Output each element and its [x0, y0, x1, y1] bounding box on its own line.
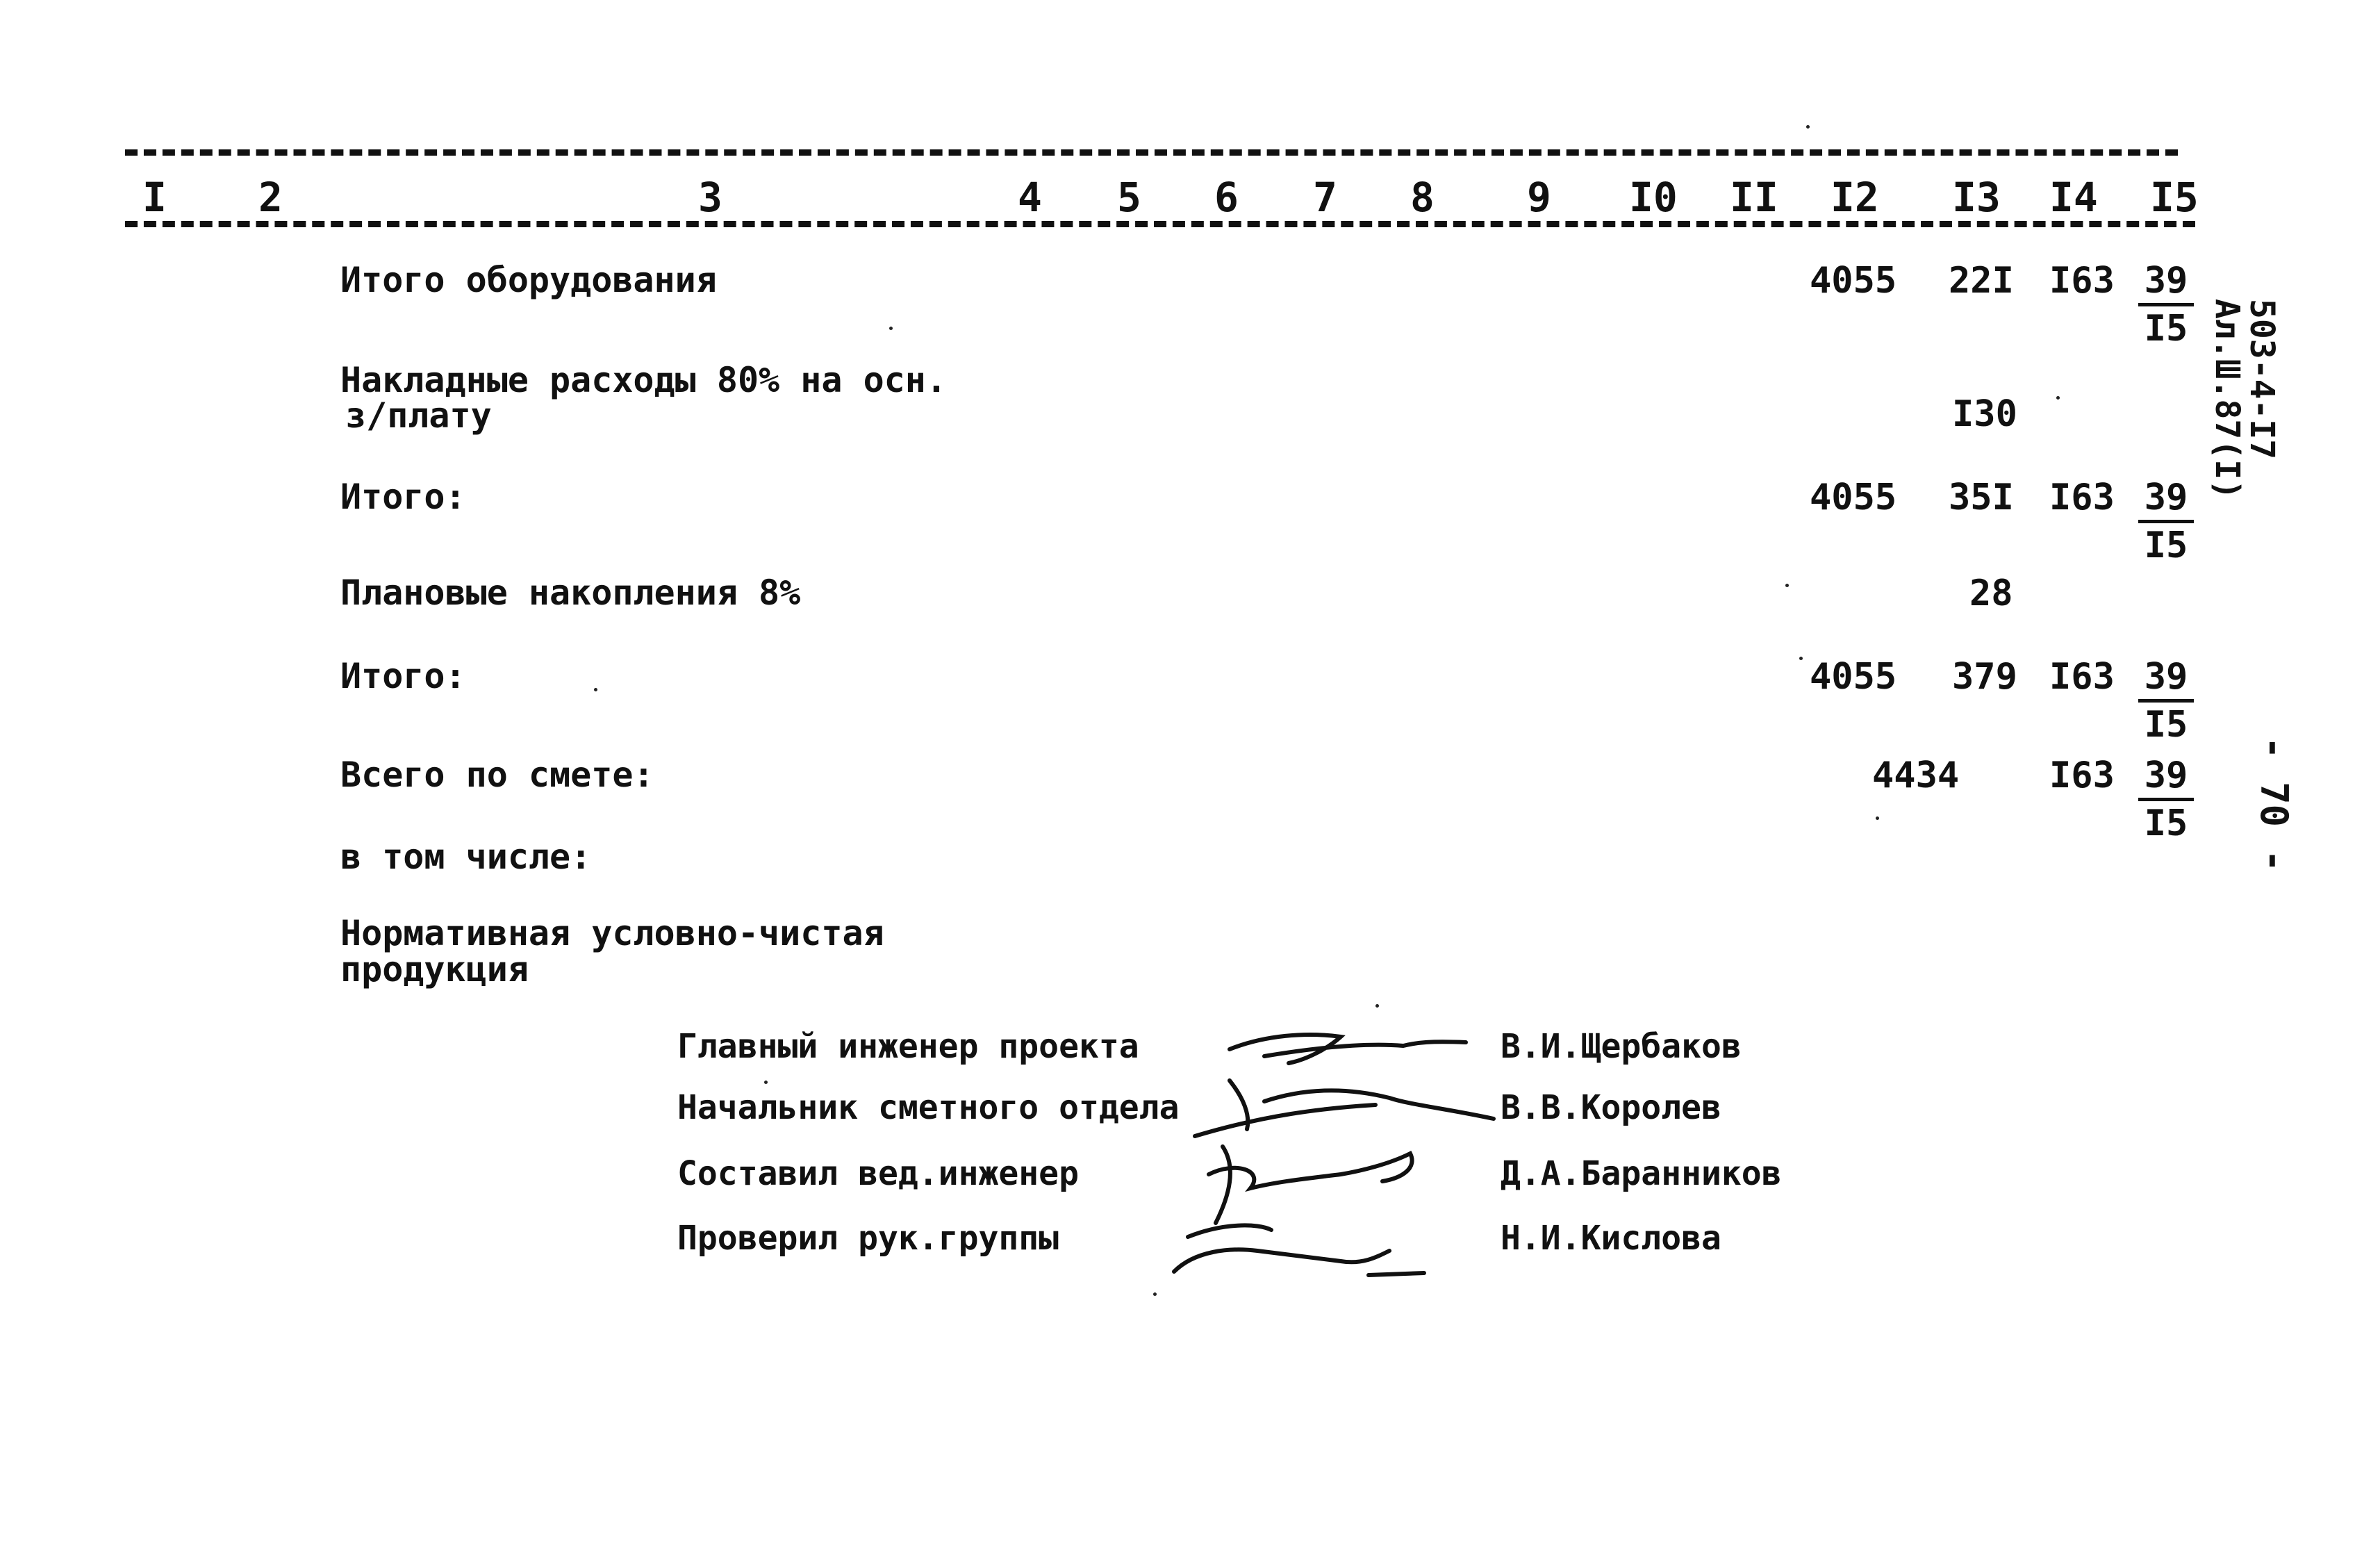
cell-col12: 4055: [1810, 477, 1897, 518]
scan-speck: [764, 1081, 768, 1084]
cell-col13: 35I: [1949, 477, 2014, 518]
scan-speck: [1806, 125, 1810, 129]
row-label-line2: з/плату: [345, 395, 492, 436]
cell-col12: 4055: [1810, 260, 1897, 302]
cell-col13: 28: [1969, 573, 2013, 614]
col-13: I3: [1952, 174, 2001, 221]
row-label: Плановые накопления 8%: [340, 573, 801, 613]
cell-col14: I63: [2049, 656, 2115, 698]
signature-position: Главный инженер проекта: [677, 1027, 1139, 1066]
col-1: I: [142, 174, 167, 221]
header-dashed-rule: [125, 221, 2195, 227]
fraction-bottom: I5: [2144, 525, 2188, 566]
row-label-line1: Накладные расходы 80% на осн.: [340, 360, 947, 400]
scan-speck: [2056, 396, 2060, 400]
scan-speck: [1375, 1004, 1379, 1008]
row-label: Всего по смете:: [340, 755, 654, 795]
cell-col15-fraction: [2138, 260, 2194, 350]
signature-position: Составил вед.инженер: [677, 1154, 1079, 1193]
cell-col15-fraction: [2138, 479, 2194, 564]
row-label-line1: Нормативная условно-чистая: [340, 913, 884, 953]
fraction-top: 39: [2138, 263, 2194, 306]
col-12: I2: [1831, 174, 1879, 221]
cell-col13: 379: [1952, 656, 2017, 698]
fraction-bottom: I5: [2144, 704, 2188, 746]
side-code-line2: Ал.Ш.87(I): [2208, 299, 2247, 500]
cell-col14: I63: [2049, 477, 2115, 518]
scan-speck: [1785, 584, 1789, 587]
scan-speck: [1153, 1292, 1157, 1296]
row-label: в том числе:: [340, 837, 592, 877]
row-label: Итого:: [340, 656, 466, 696]
col-2: 2: [258, 174, 283, 221]
scan-speck: [889, 327, 893, 330]
fraction-top: 39: [2138, 479, 2194, 523]
signature-name: В.И.Щербаков: [1501, 1027, 1742, 1066]
cell-col15-fraction: [2138, 656, 2194, 746]
col-15: I5: [2150, 174, 2199, 221]
col-4: 4: [1018, 174, 1042, 221]
signature-position: Начальник сметного отдела: [677, 1088, 1180, 1127]
signature-position: Проверил рук.группы: [677, 1219, 1059, 1258]
signature-name: Д.А.Баранников: [1501, 1154, 1782, 1193]
top-dashed-rule: [125, 149, 2178, 156]
side-code-line1: 503-4-I7: [2242, 299, 2281, 460]
fraction-bottom: I5: [2144, 803, 2188, 844]
handwritten-signature-4: [1167, 1209, 1431, 1286]
signature-name: Н.И.Кислова: [1501, 1219, 1721, 1258]
col-6: 6: [1214, 174, 1239, 221]
row-label: Итого:: [340, 477, 466, 517]
col-10: I0: [1629, 174, 1678, 221]
handwritten-signature-2: [1181, 1067, 1501, 1143]
fraction-bottom: I5: [2144, 308, 2188, 350]
col-7: 7: [1313, 174, 1337, 221]
col-3: 3: [698, 174, 722, 221]
col-5: 5: [1117, 174, 1141, 221]
cell-col15-fraction: [2138, 755, 2194, 844]
cell-col14: I63: [2049, 260, 2115, 302]
cell-col14: I63: [2049, 755, 2115, 796]
page-number: - 70 -: [2252, 737, 2296, 873]
scan-speck: [594, 688, 597, 691]
scan-speck: [1876, 816, 1879, 820]
row-label: Итого оборудования: [340, 260, 717, 300]
cell-col12: 4055: [1810, 656, 1897, 698]
cell-col13: I30: [1952, 393, 2017, 435]
scan-speck: [1799, 657, 1803, 660]
signature-name: В.В.Королев: [1501, 1088, 1721, 1127]
fraction-top: 39: [2138, 757, 2194, 801]
cell-col12-13: 4434: [1872, 755, 1960, 796]
row-label-line2: продукция: [340, 949, 529, 990]
col-11: II: [1730, 174, 1778, 221]
col-8: 8: [1410, 174, 1435, 221]
cell-col13: 22I: [1949, 260, 2014, 302]
fraction-top: 39: [2138, 659, 2194, 703]
col-9: 9: [1527, 174, 1551, 221]
col-14: I4: [2049, 174, 2098, 221]
